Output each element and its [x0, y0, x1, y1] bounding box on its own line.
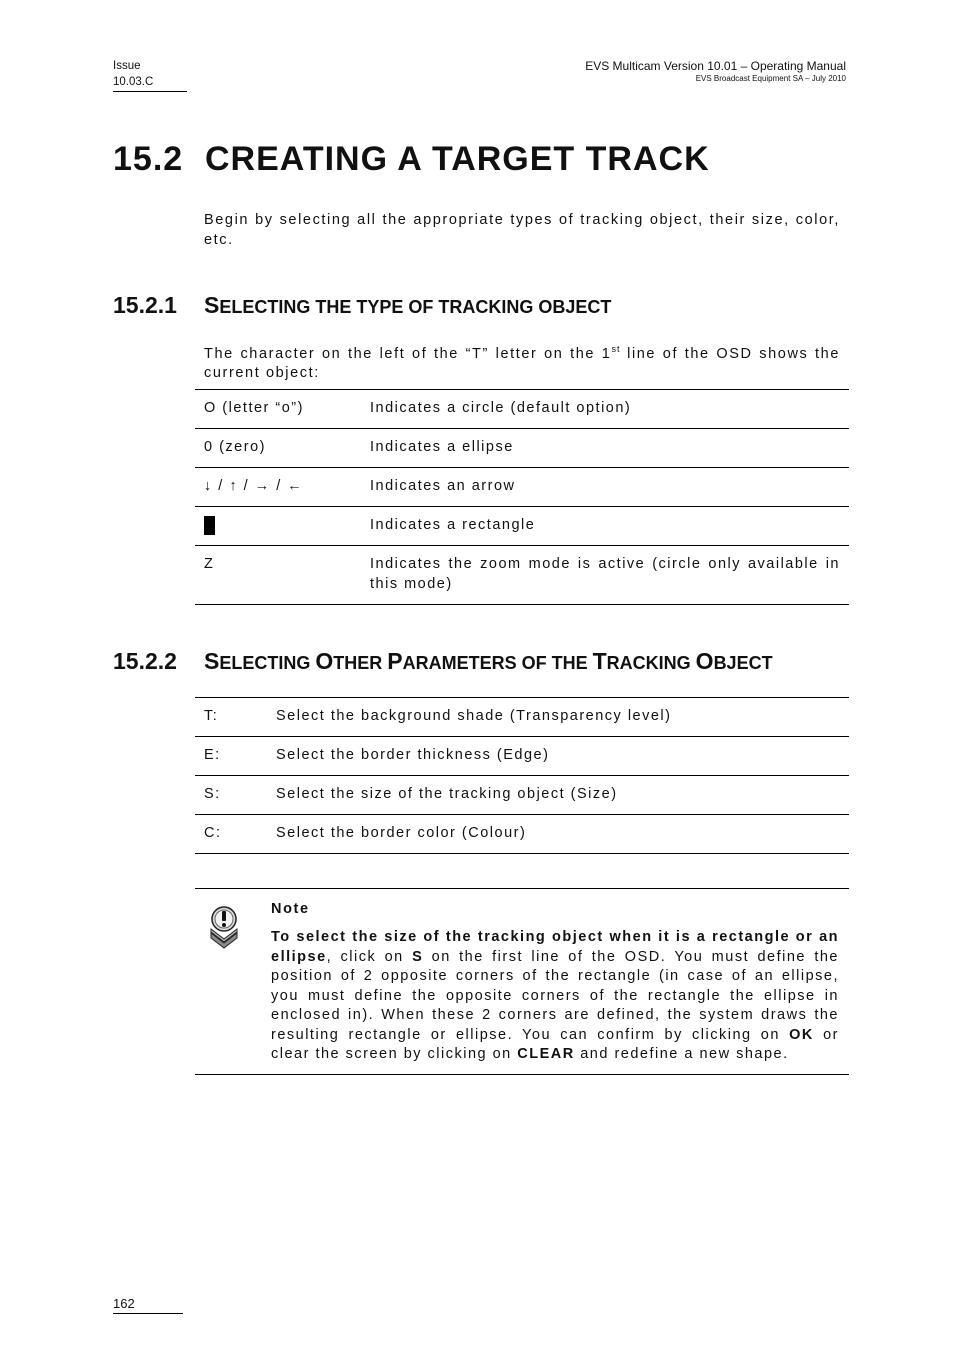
table-row [195, 468, 849, 507]
issue-block [113, 58, 187, 92]
note-bold-s: S [412, 948, 424, 965]
note-title: Note [271, 901, 310, 917]
title-cap: O [695, 648, 714, 674]
note-bold-ok: OK [789, 1026, 814, 1043]
object-description: Indicates a ellipse [370, 429, 849, 468]
title-cap: O [315, 648, 334, 674]
table-row [195, 390, 849, 429]
table-row [195, 429, 849, 468]
note-bold-lead: To select the size of the tracking object when it is a rectangle or an ellipse [271, 929, 839, 965]
subsection1-intro [204, 340, 840, 384]
object-description: Indicates a rectangle [370, 507, 849, 546]
page-number: 162 [113, 1296, 183, 1314]
title-cap: S [204, 648, 220, 674]
warning-note-icon [205, 903, 243, 951]
note-box [195, 888, 849, 1075]
parameter-description: Select the background shade (Transparency level) [276, 698, 849, 737]
parameter-description: Select the size of the tracking object (Size) [276, 776, 849, 815]
section-number: 15.2 [113, 140, 184, 178]
table-row [195, 737, 849, 776]
parameter-key: T: [195, 698, 276, 737]
title-cap: P [387, 648, 403, 674]
subsection1-title-rest: ELECTING THE TYPE OF TRACKING OBJECT [219, 297, 612, 317]
manual-header [585, 58, 846, 84]
title-small-caps: ELECTING [219, 653, 316, 673]
parameter-description: Select the border color (Colour) [276, 815, 849, 854]
subsection1-heading [113, 292, 611, 319]
table-row [195, 507, 849, 546]
issue-label: Issue [113, 60, 141, 72]
table-row [195, 776, 849, 815]
title-small-caps: ARAMETERS OF THE [402, 653, 593, 673]
note-text: , click on [326, 948, 413, 965]
section-intro: Begin by selecting all the appropriate types of tracking object, their size, color, etc. [204, 212, 840, 248]
object-key: 0 (zero) [195, 429, 370, 468]
note-text: or clear the screen by clicking on [271, 1026, 839, 1062]
issue-number: 10.03.C [113, 76, 154, 88]
parameter-key: S: [195, 776, 276, 815]
object-key: Z [195, 546, 370, 605]
note-bold-clear: CLEAR [517, 1046, 575, 1062]
note-text: and redefine a new shape. [574, 1046, 789, 1062]
manual-title: EVS Multicam Version 10.01 – Operating Manual [585, 59, 846, 73]
object-key [195, 507, 370, 546]
parameter-key: C: [195, 815, 276, 854]
object-key: O (letter “o”) [195, 390, 370, 429]
object-description: Indicates a circle (default option) [370, 390, 849, 429]
intro-text-a: The character on the left of the “T” letter on the 1 [204, 345, 612, 362]
rectangle-block-icon [204, 516, 215, 535]
object-description: Indicates an arrow [370, 468, 849, 507]
object-description: Indicates the zoom mode is active (circle only available in this mode) [370, 546, 849, 605]
note-text: on the first line of the OSD. You must define the position of 2 opposite corners of the rectangle (in case of an ellipse, you must define the opposite corners of the rectangle the ellipse in enclosed in). When these 2 corners are defined, the system draws the resulting rectangle or ellipse. You can confirm by clicking on [271, 948, 839, 1043]
object-key: ↓ / ↑ / → / ← [195, 468, 370, 507]
subsection2-number: 15.2.2 [113, 648, 177, 674]
title-small-caps: BJECT [713, 653, 773, 673]
title-small-caps: RACKING [606, 653, 696, 673]
intro-superscript: st [611, 344, 621, 354]
table-row [195, 815, 849, 854]
table-row [195, 698, 849, 737]
object-type-table [195, 389, 849, 605]
title-cap: T [592, 648, 607, 674]
intro-text-b: line of the OSD shows the current object: [204, 345, 840, 382]
subsection1-title-cap: S [204, 292, 220, 318]
subsection2-heading [113, 648, 773, 675]
note-body [271, 928, 839, 1065]
parameters-table [195, 697, 849, 854]
subsection1-number: 15.2.1 [113, 292, 177, 318]
parameter-description: Select the border thickness (Edge) [276, 737, 849, 776]
section-heading [113, 140, 710, 179]
title-small-caps: THER [333, 653, 388, 673]
section-title: CREATING A TARGET TRACK [205, 140, 710, 178]
table-row [195, 546, 849, 605]
parameter-key: E: [195, 737, 276, 776]
publisher-line: EVS Broadcast Equipment SA – July 2010 [695, 74, 846, 83]
